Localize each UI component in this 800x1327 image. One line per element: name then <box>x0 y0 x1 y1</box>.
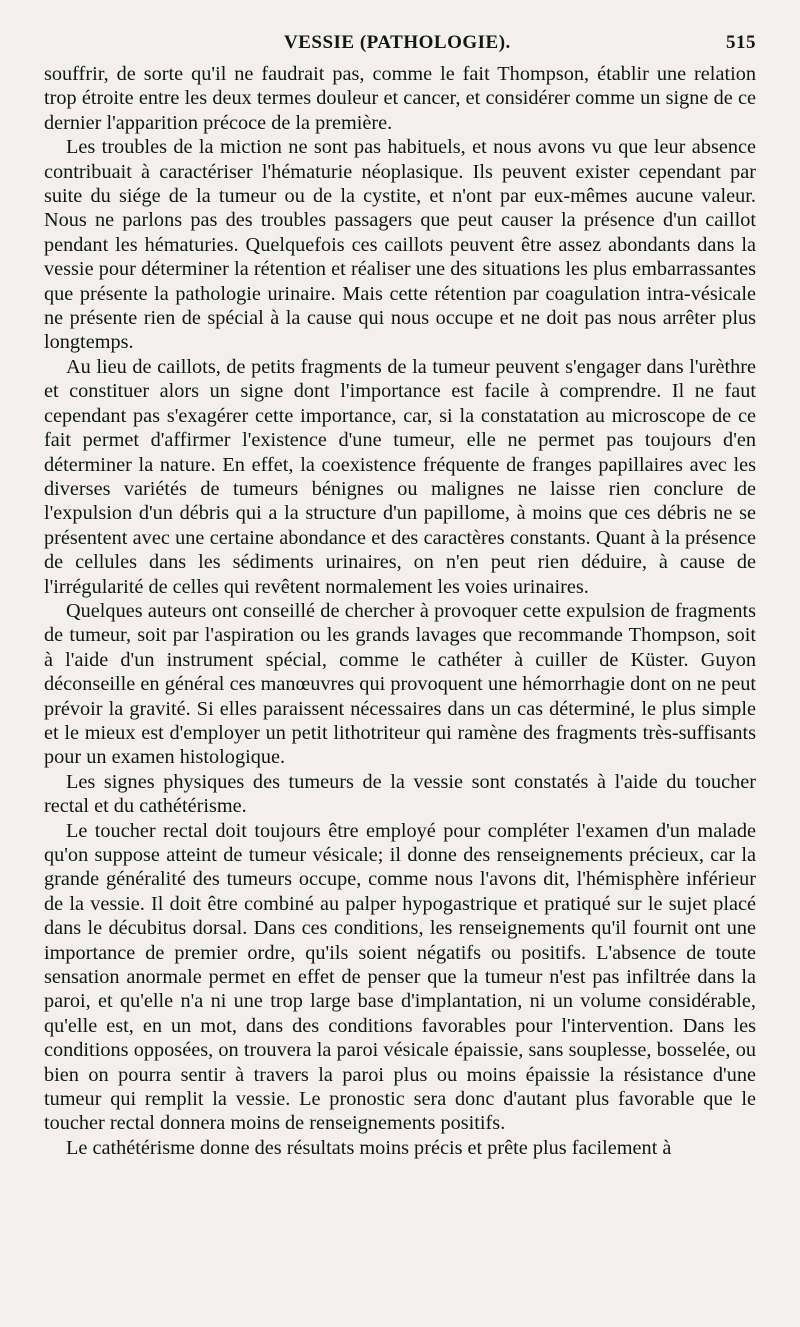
running-title: VESSIE (PATHOLOGIE). <box>284 32 511 53</box>
page-number: 515 <box>726 32 756 53</box>
page-header <box>44 30 756 62</box>
paragraph-3: Au lieu de caillots, de petits fragments de la tumeur peuvent s'engager dans l'urèthre et constituer alors un signe dont l'importance est facile à comprendre. Il ne faut cependant pas s'exagérer cette importance, car, si la constatation au microscope de ce fait permet d'affirmer l'existence d'une tumeur, elle ne permet pas toujours d'en déterminer la nature. En effet, la coexistence fréquente de franges papillaires avec les diverses variétés de tumeurs bénignes ou malignes ne laisse rien conclure de l'expulsion d'un débris qui a la structure d'un papillome, à moins que ces débris ne se présentent avec une certaine abondance et des caractères constants. Quant à la présence de cellules dans les sédiments urinaires, on n'en peut rien déduire, à cause de l'irrégularité de celles qui revêtent normalement les voies urinaires. <box>44 355 756 598</box>
paragraph-4: Quelques auteurs ont conseillé de chercher à provoquer cette expulsion de fragments de tumeur, soit par l'aspiration ou les grands lavages que recommande Thompson, soit à l'aide d'un instrument spécial, comme le cathéter à cuiller de Küster. Guyon déconseille en général ces manœuvres qui provoquent une hémorrhagie dont on ne peut prévoir la gravité. Si elles paraissent nécessaires dans un cas déterminé, le plus simple et le mieux est d'employer un petit lithotriteur qui ramène des fragments très-suffisants pour un examen histologique. <box>44 599 756 769</box>
paragraph-5: Les signes physiques des tumeurs de la vessie sont constatés à l'aide du toucher rectal et du cathétérisme. <box>44 770 756 818</box>
paragraph-1: souffrir, de sorte qu'il ne faudrait pas, comme le fait Thompson, établir une relation trop étroite entre les deux termes douleur et cancer, et considérer comme un signe de ce dernier l'apparition précoce de la première. <box>44 63 756 134</box>
paragraph-7: Le cathétérisme donne des résultats moins précis et prête plus facilement à <box>66 1136 672 1159</box>
body-text <box>44 62 756 1160</box>
paragraph-2: Les troubles de la miction ne sont pas habituels, et nous avons vu que leur absence contribuait à caractériser l'hématurie néoplasique. Ils peuvent exister cependant par suite du siége de la tumeur ou de la cystite, et n'ont par eux-mêmes aucune valeur. Nous ne parlons pas des troubles passagers que peut causer la présence d'un caillot pendant les hématuries. Quelquefois ces caillots peuvent être assez abondants dans la vessie pour déterminer la rétention et réaliser une des situations les plus embarrassantes que présente la pathologie urinaire. Mais cette rétention par coagulation intra-vésicale ne présente rien de spécial à la cause qui nous occupe et ne doit pas nous arrêter plus longtemps. <box>44 136 756 354</box>
document-page <box>44 30 756 1160</box>
paragraph-6: Le toucher rectal doit toujours être employé pour compléter l'examen d'un malade qu'on suppose atteint de tumeur vésicale; il donne des renseignements précieux, car la grande généralité des tumeurs occupe, comme nous l'avons dit, l'hémisphère inférieur de la vessie. Il doit être combiné au palper hypogastrique et pratiqué sur le sujet placé dans le décubitus dorsal. Dans ces conditions, les renseignements qu'il fournit ont une importance de premier ordre, qu'ils soient négatifs ou positifs. L'absence de toute sensation anormale permet en effet de penser que la tumeur n'est pas infiltrée dans la paroi, et qu'elle n'a ni une trop large base d'implantation, ni un volume considérable, qu'elle est, en un mot, dans des conditions favorables pour l'intervention. Dans les conditions opposées, on trouvera la paroi vésicale épaissie, sans souplesse, bosselée, ou bien on pourra sentir à travers la paroi plus ou moins épaissie la résistance d'une tumeur qui remplit la vessie. Le pronostic sera donc d'autant plus favorable que le toucher rectal donnera moins de renseignements positifs. <box>44 819 756 1135</box>
